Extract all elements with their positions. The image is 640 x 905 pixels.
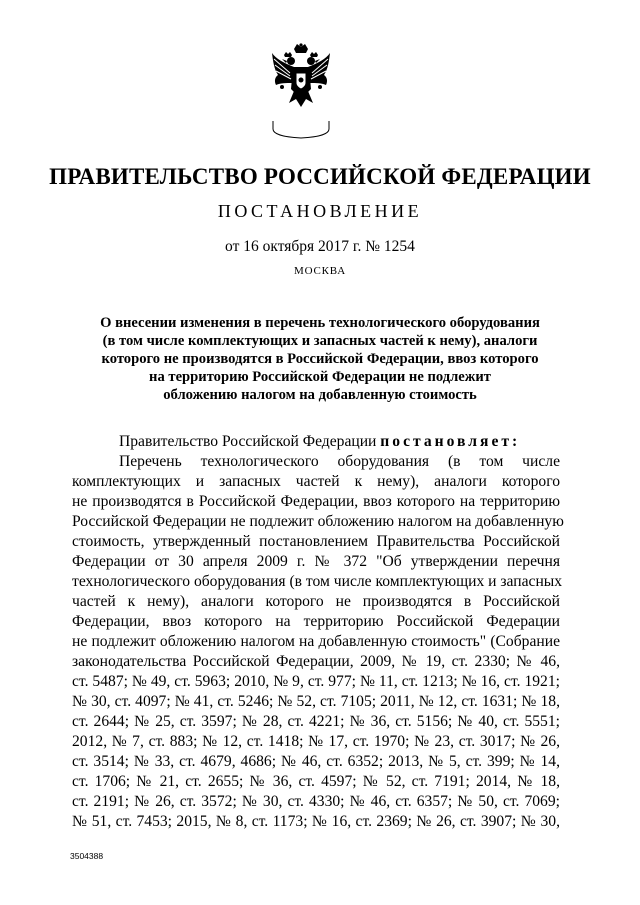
body-line: стоимость, утвержденный постановлением Правительства Российской bbox=[72, 533, 560, 550]
intro-decree-verb: постановляет: bbox=[380, 433, 521, 450]
intro-prefix: Правительство Российской Федерации bbox=[119, 433, 381, 450]
body-line: технологического оборудования (в том числе комплектующих и запасных bbox=[72, 573, 563, 590]
intro-line bbox=[72, 432, 560, 452]
russian-federation-coat-of-arms-icon bbox=[270, 43, 332, 139]
body-line: ст. 1706; № 21, ст. 2655; № 36, ст. 4597; № 52, ст. 7191; 2014, № 18, bbox=[72, 773, 560, 790]
body-line: ст. 2644; № 25, ст. 3597; № 28, ст. 4221; № 36, ст. 5156; № 40, ст. 5551; bbox=[72, 713, 560, 730]
body-line: 2012, № 7, ст. 883; № 12, ст. 1418; № 17, ст. 1970; № 23, ст. 3017; № 26, bbox=[72, 733, 560, 750]
body-line: Федерации, ввоз которого на территорию Российской Федерации bbox=[72, 613, 560, 630]
body-line: не производятся в Российской Федерации, ввоз которого на территорию bbox=[72, 493, 560, 510]
document-type: ПОСТАНОВЛЕНИЕ bbox=[217, 201, 423, 221]
body-line: Российской Федерации не подлежит обложению налогом на добавленную bbox=[72, 513, 564, 530]
issuer-title: ПРАВИТЕЛЬСТВО РОССИЙСКОЙ ФЕДЕРАЦИИ bbox=[49, 164, 591, 189]
body-line: не подлежит обложению налогом на добавленную стоимость" (Собрание bbox=[72, 633, 560, 650]
heading-line: (в том числе комплектующих и запасных частей к нему), аналоги bbox=[102, 333, 538, 349]
body-line: законодательства Российской Федерации, 2009, № 19, ст. 2330; № 46, bbox=[72, 653, 560, 670]
body-line: комплектующих и запасных частей к нему), аналоги которого bbox=[72, 473, 560, 490]
heading-line: О внесении изменения в перечень технологического оборудования bbox=[100, 315, 540, 331]
body-line: ст. 3514; № 33, ст. 4679, 4686; № 46, ст. 6352; 2013, № 5, ст. 399; № 14, bbox=[72, 753, 560, 770]
body-line: частей к нему), аналоги которого не производятся в Российской bbox=[72, 593, 560, 610]
document-code: 3504388 bbox=[70, 851, 104, 861]
heading-line: на территорию Российской Федерации не подлежит bbox=[149, 369, 491, 385]
body-line: Перечень технологического оборудования (в том числе bbox=[119, 453, 560, 470]
heading-line: которого не производятся в Российской Федерации, ввоз которого bbox=[101, 351, 539, 367]
body-line: № 51, ст. 7453; 2015, № 8, ст. 1173; № 16, ст. 2369; № 26, ст. 3907; № 30, bbox=[72, 813, 560, 830]
document-city: МОСКВА bbox=[294, 265, 346, 277]
body-line: № 30, ст. 4097; № 41, ст. 5246; № 52, ст. 7105; 2011, № 12, ст. 1631; № 18, bbox=[72, 693, 560, 710]
document-date-number: от 16 октября 2017 г. № 1254 bbox=[225, 238, 415, 255]
body-line: ст. 2191; № 26, ст. 3572; № 30, ст. 4330; № 46, ст. 6357; № 50, ст. 7069; bbox=[72, 793, 560, 810]
heading-line: обложению налогом на добавленную стоимость bbox=[163, 387, 477, 403]
body-line: ст. 5487; № 49, ст. 5963; 2010, № 9, ст. 977; № 11, ст. 1213; № 16, ст. 1921; bbox=[72, 673, 560, 690]
body-line: Федерации от 30 апреля 2009 г. № 372 "Об утверждении перечня bbox=[72, 553, 560, 570]
document-heading bbox=[60, 314, 580, 404]
document-body bbox=[72, 432, 564, 832]
